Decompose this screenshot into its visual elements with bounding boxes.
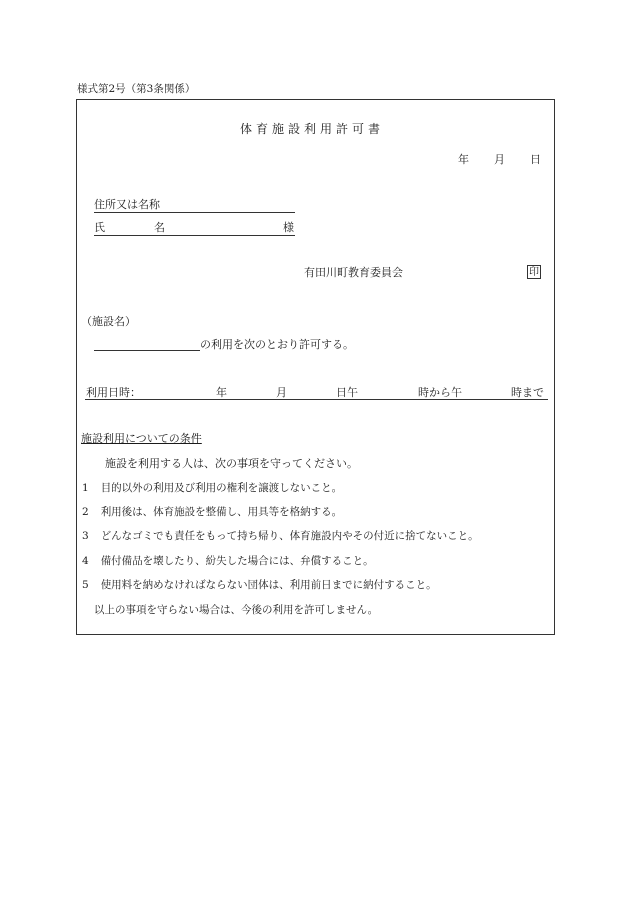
date-month-label: 月 bbox=[494, 153, 505, 166]
usage-datetime-underline bbox=[85, 399, 548, 400]
condition-item bbox=[82, 507, 342, 518]
usage-from-pm-label: 時から午 bbox=[418, 386, 462, 399]
date-year-label: 年 bbox=[458, 153, 469, 166]
condition-number: 4 bbox=[82, 555, 89, 567]
conditions-intro: 施設を利用する人は、次の事項を守ってください。 bbox=[105, 457, 358, 470]
seal-mark: 印 bbox=[529, 267, 539, 278]
date-day-label: 日 bbox=[530, 153, 541, 166]
address-field[interactable] bbox=[94, 212, 295, 213]
usage-year-label: 年 bbox=[216, 386, 227, 399]
permit-statement: の利用を次のとおり許可する。 bbox=[200, 338, 354, 351]
name-field[interactable] bbox=[94, 235, 295, 236]
address-label: 住所又は名称 bbox=[94, 198, 160, 211]
condition-item bbox=[82, 556, 374, 567]
condition-number: 5 bbox=[82, 579, 89, 591]
condition-number: 1 bbox=[82, 482, 89, 494]
usage-day-am-label: 日午 bbox=[336, 386, 358, 399]
condition-number: 2 bbox=[82, 506, 89, 518]
usage-datetime-label: 利用日時： bbox=[86, 386, 141, 399]
condition-number: 3 bbox=[82, 530, 89, 542]
conditions-heading: 施設利用についての条件 bbox=[81, 432, 202, 445]
condition-text: どんなゴミでも責任をもって持ち帰り、体育施設内やその付近に捨てないこと。 bbox=[100, 530, 479, 542]
condition-text: 目的以外の利用及び利用の権利を譲渡しないこと。 bbox=[100, 482, 343, 494]
name-label-first: 氏 bbox=[94, 221, 105, 234]
name-label-second: 名 bbox=[154, 221, 165, 234]
condition-text: 備付備品を壊したり、紛失した場合には、弁償すること。 bbox=[100, 555, 374, 567]
honorific-label: 様 bbox=[283, 221, 294, 234]
conditions-closing: 以上の事項を守らない場合は、今後の利用を許可しません。 bbox=[94, 604, 379, 616]
condition-text: 利用後は、体育施設を整備し、用具等を格納する。 bbox=[100, 506, 343, 518]
facility-name-label: （施設名） bbox=[81, 315, 136, 328]
condition-item bbox=[82, 531, 479, 542]
document-title: 体育施設利用許可書 bbox=[240, 122, 385, 136]
facility-name-field[interactable] bbox=[94, 350, 200, 351]
condition-text: 使用料を納めなければならない団体は、利用前日までに納付すること。 bbox=[100, 579, 437, 591]
usage-until-label: 時まで bbox=[511, 386, 544, 399]
condition-item bbox=[82, 580, 437, 591]
condition-item bbox=[82, 483, 342, 494]
issuer-name: 有田川町教育委員会 bbox=[304, 266, 403, 279]
usage-month-label: 月 bbox=[276, 386, 287, 399]
form-number-label: 様式第2号（第3条関係） bbox=[77, 83, 196, 95]
